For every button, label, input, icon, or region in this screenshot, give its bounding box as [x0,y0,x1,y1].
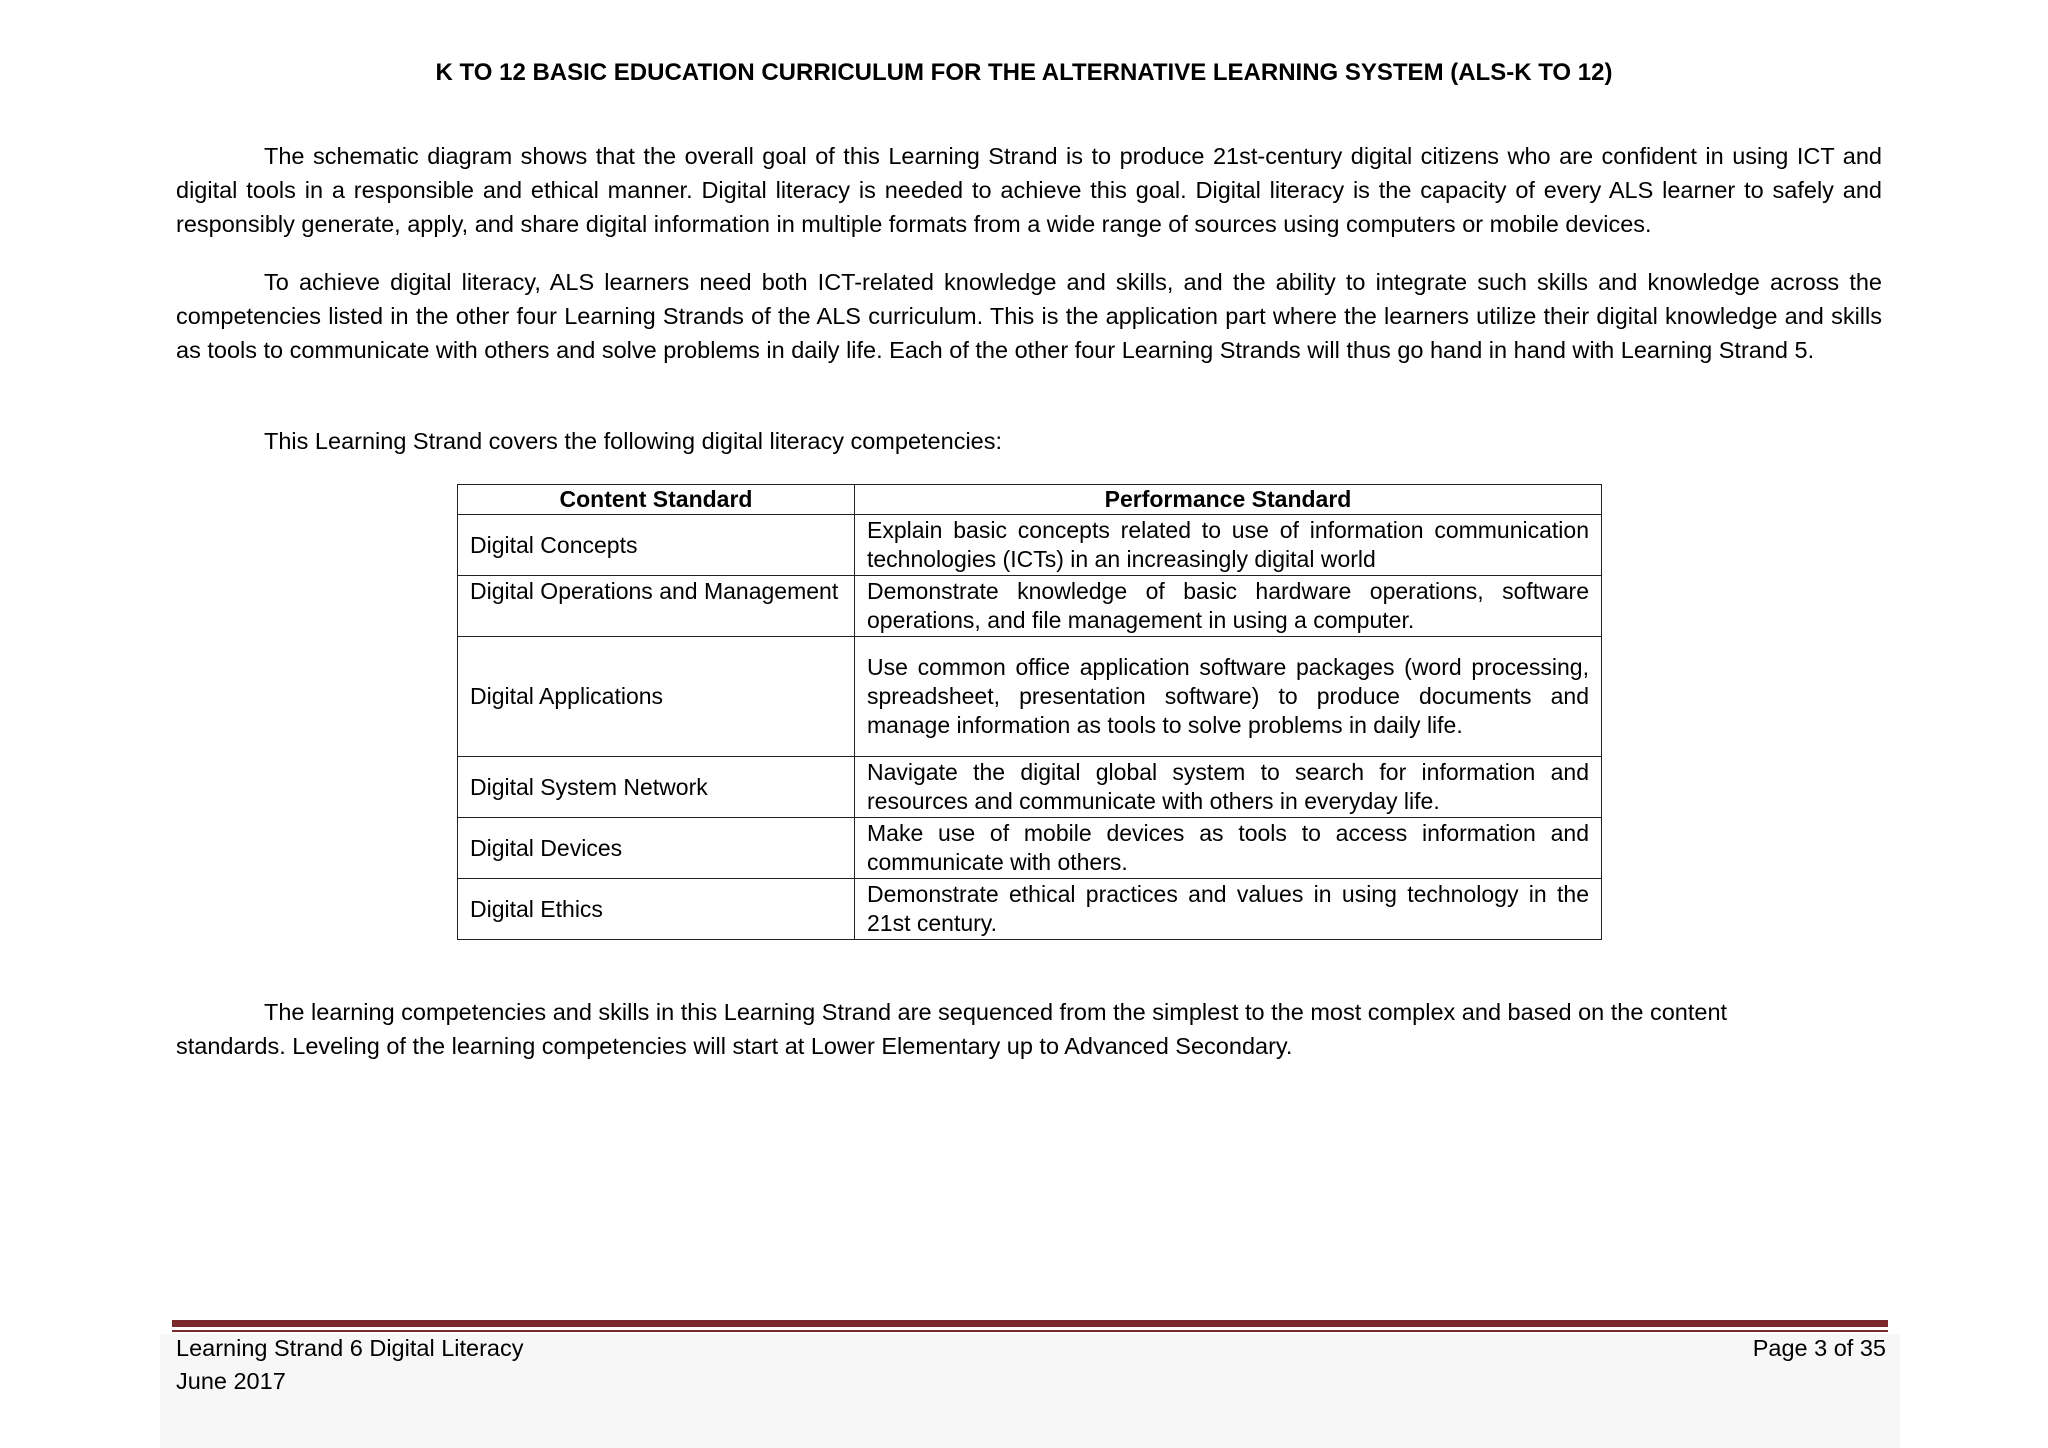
content-standard-header: Content Standard [458,485,855,515]
table-row [458,515,1602,576]
performance-standard-header: Performance Standard [855,485,1602,515]
footer-strand: Learning Strand 6 Digital Literacy [176,1335,524,1361]
performance-standard-cell: Navigate the digital global system to search for information and resources and communicate with others in everyday life. [855,757,1602,818]
sequencing-paragraph: The learning competencies and skills in this Learning Strand are sequenced from the simplest to the most complex and based on the content standards. Leveling of the learning competencies will start at Lower Elementary up to Advanced Secondary. [176,999,1728,1059]
table-row [458,757,1602,818]
page-title: K TO 12 BASIC EDUCATION CURRICULUM FOR THE ALTERNATIVE LEARNING SYSTEM (ALS-K TO 12) [435,59,1613,86]
content-standard-cell: Digital Operations and Management [458,576,855,637]
footer-left [176,1332,523,1398]
table-row [458,637,1602,757]
competencies-intro-paragraph: This Learning Strand covers the following digital literacy competencies: [264,428,1003,454]
footer-divider [172,1320,1888,1327]
performance-standard-cell: Explain basic concepts related to use of information communication technologies (ICTs) in an increasingly digital world [855,515,1602,576]
table-header-row [458,485,1602,515]
performance-standard-cell: Demonstrate ethical practices and values in using technology in the 21st century. [855,879,1602,940]
content-standard-cell: Digital Ethics [458,879,855,940]
footer-page-number: Page 3 of 35 [1752,1335,1886,1361]
performance-standard-cell: Demonstrate knowledge of basic hardware operations, software operations, and file management in using a computer. [855,576,1602,637]
table-row [458,879,1602,940]
digital-literacy-paragraph: To achieve digital literacy, ALS learners need both ICT-related knowledge and skills, and the ability to integrate such skills and knowledge across the competencies listed in the other four Learning Strands of the ALS curriculum. This is the application part where the learners utilize their digital knowledge and skills as tools to communicate with others and solve problems in daily life. Each of the other four Learning Strands will thus go hand in hand with Learning Strand 5. [176,269,1882,363]
standards-table [457,484,1602,940]
performance-standard-cell: Use common office application software packages (word processing, spreadsheet, presentation software) to produce documents and manage information as tools to solve problems in daily life. [855,637,1602,757]
content-standard-cell: Digital Applications [458,637,855,757]
content-standard-cell: Digital System Network [458,757,855,818]
table-row [458,818,1602,879]
content-standard-cell: Digital Devices [458,818,855,879]
content-standard-cell: Digital Concepts [458,515,855,576]
performance-standard-cell: Make use of mobile devices as tools to access information and communicate with others. [855,818,1602,879]
footer-date: June 2017 [176,1368,286,1394]
table-row [458,576,1602,637]
intro-paragraph: The schematic diagram shows that the overall goal of this Learning Strand is to produce 21st-century digital citizens who are confident in using ICT and digital tools in a responsible and ethical manner. Digital literacy is needed to achieve this goal. Digital literacy is the capacity of every ALS learner to safely and responsibly generate, apply, and share digital information in multiple formats from a wide range of sources using computers or mobile devices. [176,143,1882,237]
